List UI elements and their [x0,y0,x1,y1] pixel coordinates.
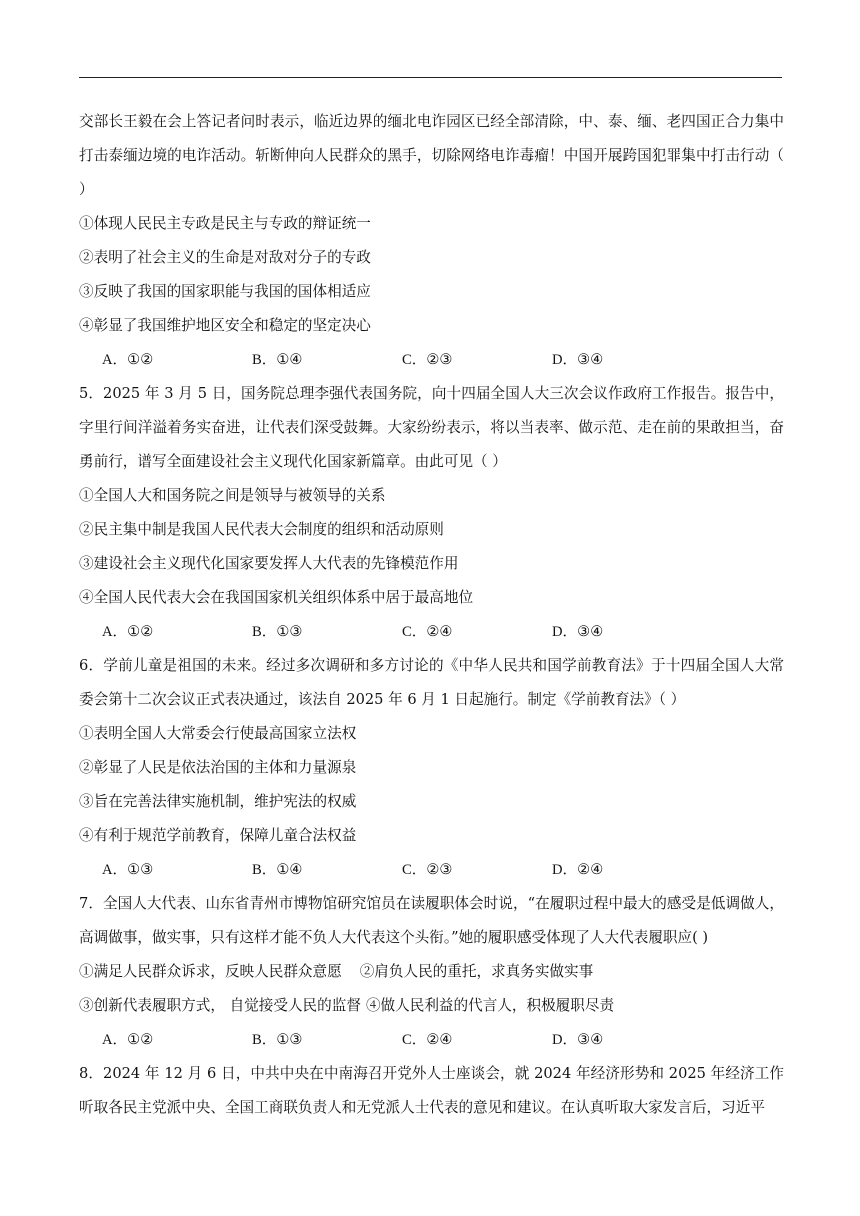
q4-option-c[interactable]: C．②③ [402,351,453,368]
q7-option-a[interactable]: A．①② [102,1031,154,1048]
document-body [79,105,784,1125]
q6-option-b[interactable]: B．①④ [252,861,303,878]
q5-statement-1: ①全国人大和国务院之间是领导与被领导的关系 [79,487,386,504]
q7-statement-3: ③创新代表履职方式， 自觉接受人民的监督 [79,997,361,1014]
q7-statements-row-1 [79,955,784,989]
q6-option-c[interactable]: C．②③ [402,861,453,878]
q6-option-a[interactable]: A．①③ [102,861,154,878]
q5-option-c[interactable]: C．②④ [402,623,453,640]
q4-options [79,343,784,377]
q5-option-a[interactable]: A．①② [102,623,154,640]
q4-statement-2: ②表明了社会主义的生命是对敌对分子的专政 [79,249,371,266]
q6-options [79,853,784,887]
q7-statement-4: ④做人民利益的代言人，积极履职尽责 [365,997,615,1014]
q4-statement-3: ③反映了我国的国家职能与我国的国体相适应 [79,283,371,300]
q6-statement-3: ③旨在完善法律实施机制，维护宪法的权威 [79,793,357,810]
q7-option-d[interactable]: D．③④ [552,1031,604,1048]
q5-option-d[interactable]: D．③④ [552,623,604,640]
header-rule [79,77,782,78]
q5-statement-3: ③建设社会主义现代化国家要发挥人大代表的先锋模范作用 [79,555,459,572]
q6-statement-1: ①表明全国人大常委会行使最高国家立法权 [79,725,357,742]
q8-stem: 8．2024 年 12 月 6 日，中共中央在中南海召开党外人士座谈会，就 2024 年经济形势和 2025 年经济工作听取各民主党派中央、全国工商联负责人和无党派人士代表的意见和建议。在认真听取大家发言后，习近平 [79,1065,784,1116]
q7-statement-2: ②肩负人民的重托，求真务实做实事 [359,963,594,980]
q6-statement-2: ②彰显了人民是依法治国的主体和力量源泉 [79,759,357,776]
q5-statement-4: ④全国人民代表大会在我国国家机关组织体系中居于最高地位 [79,589,474,606]
q4-option-b[interactable]: B．①④ [252,351,303,368]
q5-options [79,615,784,649]
q6-option-d[interactable]: D．②④ [552,861,604,878]
q7-statement-1: ①满足人民群众诉求，反映人民群众意愿 [79,963,342,980]
q7-statements-row-2 [79,989,784,1023]
q6-statement-4: ④有利于规范学前教育，保障儿童合法权益 [79,827,357,844]
q5-option-b[interactable]: B．①③ [252,623,303,640]
q7-options [79,1023,784,1057]
q6-stem: 6．学前儿童是祖国的未来。经过多次调研和多方讨论的《中华人民共和国学前教育法》于十四届全国人大常委会第十二次会议正式表决通过，该法自 2025 年 6 月 1 日起施行。制定《学前教育法》（ ） [79,657,784,708]
q4-option-a[interactable]: A．①② [102,351,154,368]
q5-statement-2: ②民主集中制是我国人民代表大会制度的组织和活动原则 [79,521,444,538]
q7-stem: 7．全国人大代表、山东省青州市博物馆研究馆员在读履职体会时说，“在履职过程中最大的感受是低调做人，高调做事，做实事，只有这样才能不负人大代表这个头衔。”她的履职感受体现了人大代表履职应( ) [79,895,784,946]
q4-statement-4: ④彰显了我国维护地区安全和稳定的坚定决心 [79,317,371,334]
q7-option-c[interactable]: C．②④ [402,1031,453,1048]
q4-statement-1: ①体现人民民主专政是民主与专政的辩证统一 [79,215,371,232]
q5-stem: 5．2025 年 3 月 5 日，国务院总理李强代表国务院，向十四届全国人大三次会议作政府工作报告。报告中，字里行间洋溢着务实奋进，让代表们深受鼓舞。大家纷纷表示，将以当表率、做示范、走在前的果敢担当，奋勇前行，谱写全面建设社会主义现代化国家新篇章。由此可见（ ） [79,385,784,470]
q4-option-d[interactable]: D．③④ [552,351,604,368]
q7-option-b[interactable]: B．①③ [252,1031,303,1048]
q4-stem: 交部长王毅在会上答记者问时表示，临近边界的缅北电诈园区已经全部清除，中、泰、缅、老四国正合力集中打击泰缅边境的电诈活动。斩断伸向人民群众的黑手，切除网络电诈毒瘤！中国开展跨国犯罪集中打击行动（ ） [79,113,784,198]
